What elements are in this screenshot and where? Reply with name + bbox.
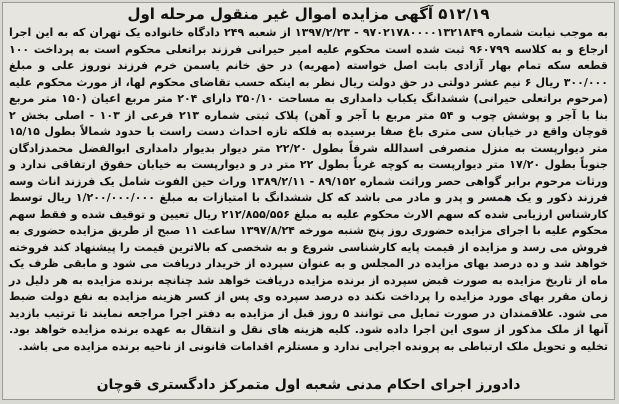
auction-notice	[2, 2, 615, 400]
notice-title: ۵۱۲/۱۹ آگهی مزایده اموال غیر منقول مرحله اول	[127, 5, 490, 23]
notice-signature: دادورز اجرای احکام مدنی شعبه اول متمرکز دادگستری قوچان	[96, 377, 521, 393]
notice-paragraph: به موجب نیابت شماره ۹۷۰۲۱۷۸۰۰۰۰۱۳۲۱۸۴۹ - ۱۳۹۷/۲/۲۳ از شعبه ۲۴۹ دادگاه خانواده یک تهران که به این اجرا ارجاع و به کلاسه ۹۶۰۷۹۹ ثبت شده است محکوم علیه امیر حیرانی فرزند براتعلی محکوم است به پرداخت ۱۰۰ قطعه سکه تمام بهار آزادی بابت اصل خواسته (مهریه) در حق خانم یاسمن خرم فرزند نوروز علی و مبلغ ۳۰۰/۰۰۰ ریال ۶ نیم عشر دولتی در حق دولت ریال نظر به اینکه حسب تقاضای محکوم لها، از مورث محکوم علیه (مرحوم براتعلی حیرانی) ششدانگ یکباب دامداری به مساحت ۳۵۰/۱۰ دارای ۲۰۴ متر مربع اعیان (۱۵۰ متر مربع بنا با آجر و پوشش چوب و ۵۴ متر مربع با آجر و آهن) پلاک ثبتی شماره ۲۱۳ فرعی از ۱۰۳ - اصلی بخش ۲ قوچان واقع در خیابان سی متری باغ صفا برسیده به فلکه تازه احداث دست راست با حدود شمالاً بطول ۱۵/۱۵ متر دیوارپست به منزل متصرفی اسدالله شرقاً بطول ۲۲/۲۰ متر دیوار بدیوار دامداری ابوالفضل محمدزادگان جنوباً بطول ۱۷/۲۰ متر دیوارپست به کوچه غرباً بطول ۲۲ متر در و دیوارپست به خیابان حقوق ارتفاقی ندارد و ورثات مرحوم برابر گواهی حصر وراثت شماره ۸۹/۱۵۲ - ۱۳۸۹/۲/۱۱ وراث حین الفوت شامل یک فرزند اناث وسه فرزند ذکور و یک همسر و پدر و مادر می باشد که کل ششدانگ با امتیازات به مبلغ ۱/۲۰۰/۰۰۰/۰۰۰ ریال توسط کارشناس ارزیابی شده که سهم الارث محکوم علیه به مبلغ ۲۱۲/۸۵۵/۵۵۶ ریال تعیین و توقیف شده و فقط سهم محکوم علیه با اجرای مزایده حضوری روز پنج شنبه مورخه ۱۳۹۷/۸/۲۴ ساعت ۱۱ صبح از طریق مزایده حضوری به فروش می رسد و مزایده از قیمت پایه کارشناسی شروع و به شخصی که بالاترین قیمت را پیشنهاد کند فروخته خواهد شد و ده درصد بهای مزایده در المجلس و به عنوان سپرده از خریدار دریافت می شود و مابقی ظرف یک ماه از تاریخ مزایده به صورت قبض سپرده از برنده مزایده دریافت خواهد شد چنانچه برنده مزایده به هر دلیل در زمان مقرر بهای مورد مزایده را پرداخت نکند ده درصد سپرده وی پس از کسر هزینه مزایده به نفع دولت ضبط می شود. علاقمندان در صورت تمایل می توانند ۵ روز قبل از مزایده به دفتر اجرا مراجعه نمایند تا ترتیب بازدید آنها از ملک مذکور از سوی این اجرا داده شود. کلیه هزینه های نقل و انتقال به عهده برنده مزایده خواهد بود. تخلیه و تحویل ملک ارتباطی به پرونده اجرایی ندارد و مستلزم اقدامات قانونی از ناحیه برنده مزایده می باشد.	[9, 26, 609, 353]
notice-body	[9, 25, 608, 355]
